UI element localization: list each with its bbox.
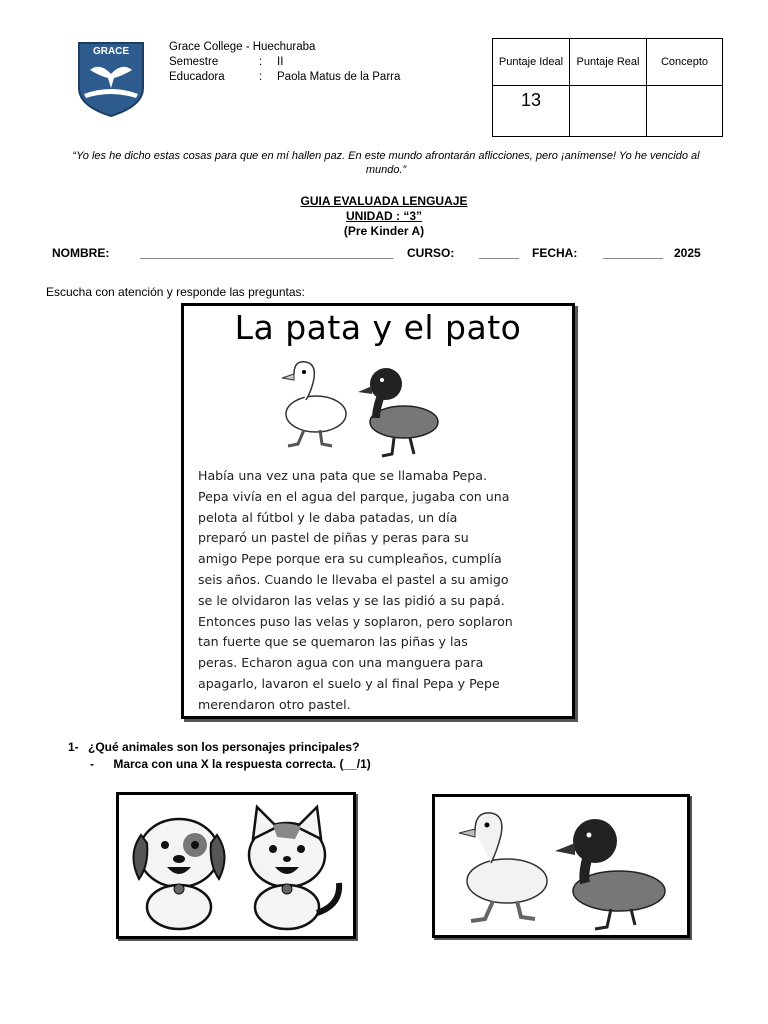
ideal-score-value: 13 xyxy=(493,86,570,137)
school-row xyxy=(169,55,400,70)
answer-option-ducks[interactable] xyxy=(432,794,690,938)
story-line: Entonces puso las velas y soplaron, pero soplaron xyxy=(198,613,513,629)
story-line: tan fuerte que se quemaron las piñas y las xyxy=(198,634,468,650)
answer-option-dog-cat[interactable] xyxy=(116,792,356,939)
real-score-header: Puntaje Real xyxy=(570,39,647,86)
question-number: 1- xyxy=(68,740,79,754)
school-name: Grace College - Huechuraba xyxy=(169,41,316,53)
story-line: pelota al fútbol y le daba patadas, un día xyxy=(198,509,458,525)
semester-label: Semestre xyxy=(169,56,219,68)
question-bullet: - xyxy=(90,757,94,771)
question-text: ¿Qué animales son los personajes principales? xyxy=(88,740,360,754)
story-line: peras. Echaron agua con una manguera para xyxy=(198,655,484,671)
logo-text: GRACE xyxy=(92,46,130,57)
teacher-value: Paola Matus de la Parra xyxy=(277,71,401,83)
level-title: (Pre Kinder A) xyxy=(343,224,425,238)
semester-colon: : xyxy=(259,56,263,68)
teacher-label: Educadora xyxy=(169,71,225,83)
story-text xyxy=(198,466,558,716)
story-title: La pata y el pato xyxy=(234,308,522,347)
question-1 xyxy=(68,740,359,754)
year: 2025 xyxy=(674,246,701,260)
story-line: Había una vez una pata que se llamaba Pepa. xyxy=(198,468,488,483)
school-logo xyxy=(76,40,146,118)
ducks-icon xyxy=(435,797,687,935)
school-row xyxy=(169,40,400,55)
course-label: CURSO: xyxy=(407,246,455,260)
story-line: se le olvidaron las velas y se las pidió a su papá. xyxy=(198,592,505,608)
story-line: merendaron otro pastel. xyxy=(198,696,351,712)
teacher-colon: : xyxy=(259,71,263,83)
story-card xyxy=(181,303,575,719)
guide-titles xyxy=(0,194,768,239)
dog-and-cat-icon xyxy=(119,795,353,936)
semester-value: II xyxy=(277,56,284,68)
unit-title: UNIDAD : “3” xyxy=(345,209,422,223)
name-blank[interactable]: ______________________________________ xyxy=(140,246,394,260)
question-subtext: Marca con una X la respuesta correcta. (__/1) xyxy=(113,757,371,771)
story-line: seis años. Cuando le llevaba el pastel a su amigo xyxy=(198,571,509,587)
story-line: apagarlo, lavaron el suelo y al final Pepa y Pepe xyxy=(198,675,500,691)
story-line: preparó un pastel de piñas y peras para su xyxy=(198,530,469,546)
name-label: NOMBRE: xyxy=(52,246,110,260)
real-score-value[interactable] xyxy=(570,86,647,137)
concept-header: Concepto xyxy=(647,39,723,86)
story-line: Pepa vivía en el agua del parque, jugaba con una xyxy=(198,488,510,504)
school-row xyxy=(169,70,400,85)
bible-quote: “Yo les he dicho estas cosas para que en mí hallen paz. En este mundo afrontarán aflicciones, pero ¡anímense! Yo he vencido al mundo.” xyxy=(72,150,700,176)
school-info xyxy=(169,40,400,85)
course-blank[interactable]: ______ xyxy=(479,246,520,260)
score-table xyxy=(492,38,723,137)
date-blank[interactable]: _________ xyxy=(603,246,664,260)
concept-value[interactable] xyxy=(647,86,723,137)
ducks-illustration xyxy=(264,354,454,464)
question-1-instruction xyxy=(90,757,371,771)
ideal-score-header: Puntaje Ideal xyxy=(493,39,570,86)
guide-title: GUIA EVALUADA LENGUAJE xyxy=(300,194,468,208)
instruction: Escucha con atención y responde las preguntas: xyxy=(46,285,305,299)
date-label: FECHA: xyxy=(532,246,578,260)
story-line: amigo Pepe porque era su cumpleaños, cumplía xyxy=(198,551,502,567)
